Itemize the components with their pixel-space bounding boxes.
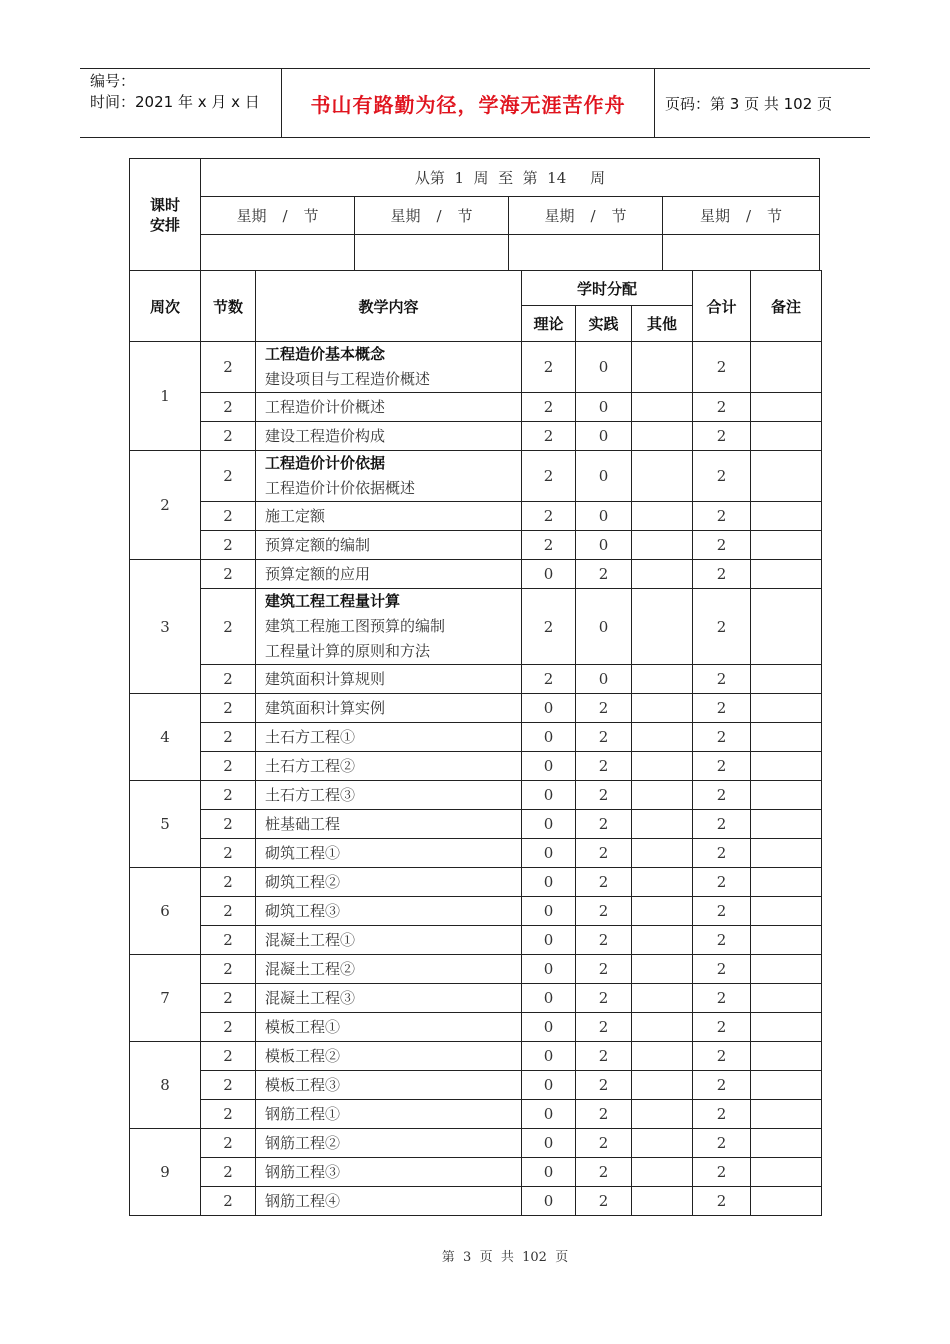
content-line: 工程量计算的原则和方法 [265,642,431,660]
notes-cell [751,694,822,723]
total-cell: 2 [693,342,751,393]
table-row [130,1187,822,1216]
slot-blank [201,235,355,271]
page-footer: 第 3 页 共 102 页 [441,1250,569,1265]
periods-cell: 2 [201,723,256,752]
table-row [130,723,822,752]
theory-cell: 0 [522,839,576,868]
total-cell: 2 [693,393,751,422]
content-line: 桩基础工程 [265,814,341,833]
table-row [130,984,822,1013]
other-cell [632,560,693,589]
week-cell: 3 [130,560,201,694]
content-cell [256,752,522,781]
content-cell [256,1013,522,1042]
total-cell: 2 [693,1129,751,1158]
table-row [130,810,822,839]
content-line: 混凝土工程② [265,959,356,978]
schedule-label [130,159,201,271]
periods-cell: 2 [201,897,256,926]
content-cell [256,560,522,589]
periods-cell: 2 [201,422,256,451]
total-cell: 2 [693,422,751,451]
week-cell: 2 [130,451,201,560]
content-line: 建筑工程施工图预算的编制 [265,617,446,635]
chapter-title: 工程造价计价依据 [265,454,386,472]
total-cell: 2 [693,1158,751,1187]
total-cell: 2 [693,723,751,752]
schedule-label-line1: 课时 [149,196,180,214]
other-cell [632,589,693,665]
total-cell: 2 [693,451,751,502]
header-total: 合计 [693,271,751,342]
other-cell [632,694,693,723]
periods-cell: 2 [201,393,256,422]
table-row [130,1042,822,1071]
notes-cell [751,560,822,589]
notes-cell [751,926,822,955]
notes-cell [751,781,822,810]
content-line: 预算定额的应用 [265,564,371,583]
other-cell [632,752,693,781]
notes-cell [751,422,822,451]
table-row [130,1013,822,1042]
other-cell [632,1129,693,1158]
table-row [130,897,822,926]
chapter-title: 建筑工程工程量计算 [265,592,401,610]
practice-cell: 0 [576,342,632,393]
header-page-label: 页码：第 3 页 共 102 页 [665,94,833,113]
table-row [130,531,822,560]
practice-cell: 2 [576,781,632,810]
content-line: 混凝土工程① [265,930,356,949]
header-hours: 学时分配 [522,271,693,306]
content-cell [256,393,522,422]
content-line: 土石方工程② [265,756,356,775]
table-row [130,342,822,393]
table-row [130,926,822,955]
table-row [130,665,822,694]
other-cell [632,422,693,451]
header-theory: 理论 [522,306,576,342]
content-cell [256,723,522,752]
other-cell [632,926,693,955]
practice-cell: 2 [576,694,632,723]
content-line: 土石方工程③ [265,785,356,804]
total-cell: 2 [693,589,751,665]
periods-cell: 2 [201,531,256,560]
header-practice: 实践 [576,306,632,342]
periods-cell: 2 [201,926,256,955]
periods-cell: 2 [201,984,256,1013]
theory-cell: 0 [522,752,576,781]
day-slot: 星期 / 节 [355,197,509,234]
theory-cell: 0 [522,955,576,984]
practice-cell: 2 [576,1187,632,1216]
notes-cell [751,1071,822,1100]
content-line: 模板工程① [265,1017,341,1036]
content-line: 预算定额的编制 [265,535,371,554]
other-cell [632,342,693,393]
theory-cell: 0 [522,810,576,839]
theory-cell: 0 [522,926,576,955]
table-row [130,422,822,451]
practice-cell: 2 [576,926,632,955]
practice-cell: 0 [576,451,632,502]
other-cell [632,1013,693,1042]
slot-blank [509,235,663,271]
schedule-label-line2: 安排 [149,216,180,234]
content-line: 模板工程③ [265,1075,341,1094]
content-cell [256,1187,522,1216]
theory-cell: 2 [522,342,576,393]
week-cell: 1 [130,342,201,451]
periods-cell: 2 [201,502,256,531]
total-cell: 2 [693,1042,751,1071]
week-cell: 8 [130,1042,201,1129]
other-cell [632,451,693,502]
periods-cell: 2 [201,955,256,984]
header-notes: 备注 [751,271,822,342]
total-cell: 2 [693,781,751,810]
other-cell [632,897,693,926]
notes-cell [751,589,822,665]
periods-cell: 2 [201,839,256,868]
periods-cell: 2 [201,589,256,665]
class-schedule-block [129,158,820,271]
practice-cell: 2 [576,955,632,984]
periods-cell: 2 [201,342,256,393]
document-header [80,68,870,138]
theory-cell: 0 [522,1071,576,1100]
table-row [130,560,822,589]
content-cell [256,984,522,1013]
week-range: 从第 1 周 至 第 14 周 [201,159,819,197]
header-periods: 节数 [201,271,256,342]
total-cell: 2 [693,531,751,560]
periods-cell: 2 [201,1129,256,1158]
week-cell: 5 [130,781,201,868]
content-line: 钢筋工程② [265,1133,341,1152]
header-other: 其他 [632,306,693,342]
content-cell [256,839,522,868]
periods-cell: 2 [201,1013,256,1042]
practice-cell: 0 [576,422,632,451]
other-cell [632,1071,693,1100]
notes-cell [751,897,822,926]
content-line: 建设工程造价构成 [265,426,386,445]
content-cell [256,781,522,810]
total-cell: 2 [693,560,751,589]
content-cell [256,1100,522,1129]
time-label: 时间：2021 年 x 月 x 日 [90,93,260,111]
total-cell: 2 [693,502,751,531]
header-content: 教学内容 [256,271,522,342]
chapter-title: 工程造价基本概念 [265,345,386,363]
slot-blank [355,235,509,271]
total-cell: 2 [693,1071,751,1100]
theory-cell: 0 [522,1158,576,1187]
theory-cell: 0 [522,1013,576,1042]
notes-cell [751,723,822,752]
total-cell: 2 [693,694,751,723]
table-row [130,1158,822,1187]
periods-cell: 2 [201,868,256,897]
notes-cell [751,502,822,531]
table-row [130,781,822,810]
day-slot: 星期 / 节 [509,197,663,234]
notes-cell [751,1129,822,1158]
practice-cell: 2 [576,1071,632,1100]
practice-cell: 2 [576,984,632,1013]
periods-cell: 2 [201,560,256,589]
periods-cell: 2 [201,451,256,502]
content-cell [256,665,522,694]
slot-blank-row [201,235,819,271]
total-cell: 2 [693,984,751,1013]
practice-cell: 2 [576,1129,632,1158]
total-cell: 2 [693,839,751,868]
other-cell [632,984,693,1013]
header-week: 周次 [130,271,201,342]
practice-cell: 0 [576,665,632,694]
total-cell: 2 [693,1013,751,1042]
content-cell [256,589,522,665]
table-row [130,955,822,984]
content-line: 建设项目与工程造价概述 [265,370,431,388]
content-line: 工程造价计价概述 [265,397,386,416]
week-cell: 6 [130,868,201,955]
content-cell [256,422,522,451]
theory-cell: 2 [522,502,576,531]
periods-cell: 2 [201,781,256,810]
week-cell: 7 [130,955,201,1042]
other-cell [632,1100,693,1129]
content-line: 砌筑工程② [265,872,341,891]
content-cell [256,342,522,393]
header-motto: 书山有路勤为径，学海无涯苦作舟 [282,69,655,137]
content-line: 工程造价计价依据概述 [265,479,416,497]
periods-cell: 2 [201,1071,256,1100]
other-cell [632,502,693,531]
practice-cell: 0 [576,589,632,665]
notes-cell [751,665,822,694]
practice-cell: 0 [576,502,632,531]
periods-cell: 2 [201,1158,256,1187]
teaching-plan-table [129,270,822,1216]
total-cell: 2 [693,752,751,781]
periods-cell: 2 [201,665,256,694]
practice-cell: 2 [576,560,632,589]
notes-cell [751,955,822,984]
week-cell: 9 [130,1129,201,1216]
total-cell: 2 [693,955,751,984]
notes-cell [751,1013,822,1042]
theory-cell: 2 [522,393,576,422]
periods-cell: 2 [201,810,256,839]
notes-cell [751,752,822,781]
table-row [130,694,822,723]
other-cell [632,1158,693,1187]
content-cell [256,1071,522,1100]
practice-cell: 2 [576,897,632,926]
practice-cell: 2 [576,752,632,781]
table-row [130,589,822,665]
content-line: 模板工程② [265,1046,341,1065]
total-cell: 2 [693,897,751,926]
content-cell [256,955,522,984]
notes-cell [751,868,822,897]
total-cell: 2 [693,1100,751,1129]
content-line: 钢筋工程① [265,1104,341,1123]
content-line: 砌筑工程③ [265,901,341,920]
theory-cell: 2 [522,665,576,694]
theory-cell: 0 [522,897,576,926]
practice-cell: 0 [576,393,632,422]
total-cell: 2 [693,665,751,694]
content-cell [256,531,522,560]
table-row [130,839,822,868]
theory-cell: 0 [522,781,576,810]
theory-cell: 0 [522,723,576,752]
content-line: 混凝土工程③ [265,988,356,1007]
content-cell [256,1158,522,1187]
content-cell [256,810,522,839]
table-row [130,868,822,897]
table-row [130,752,822,781]
theory-cell: 2 [522,531,576,560]
theory-cell: 0 [522,1187,576,1216]
notes-cell [751,451,822,502]
content-line: 建筑面积计算规则 [265,669,386,688]
periods-cell: 2 [201,1187,256,1216]
total-cell: 2 [693,1187,751,1216]
theory-cell: 2 [522,589,576,665]
theory-cell: 2 [522,422,576,451]
slot-blank [663,235,819,271]
theory-cell: 0 [522,984,576,1013]
content-line: 建筑面积计算实例 [265,698,386,717]
practice-cell: 0 [576,531,632,560]
practice-cell: 2 [576,810,632,839]
theory-cell: 0 [522,560,576,589]
notes-cell [751,1187,822,1216]
content-cell [256,868,522,897]
practice-cell: 2 [576,1158,632,1187]
content-line: 钢筋工程③ [265,1162,341,1181]
periods-cell: 2 [201,694,256,723]
content-line: 土石方工程① [265,727,356,746]
other-cell [632,1187,693,1216]
header-meta [80,69,282,137]
notes-cell [751,1100,822,1129]
other-cell [632,393,693,422]
table-row [130,1071,822,1100]
day-slot: 星期 / 节 [699,206,783,225]
notes-cell [751,393,822,422]
number-label: 编号： [90,72,136,90]
other-cell [632,781,693,810]
notes-cell [751,984,822,1013]
periods-cell: 2 [201,1042,256,1071]
content-line: 施工定额 [265,506,326,525]
content-cell [256,926,522,955]
practice-cell: 2 [576,839,632,868]
practice-cell: 2 [576,723,632,752]
table-row [130,1129,822,1158]
other-cell [632,665,693,694]
theory-cell: 0 [522,694,576,723]
content-cell [256,694,522,723]
notes-cell [751,839,822,868]
practice-cell: 2 [576,868,632,897]
periods-cell: 2 [201,1100,256,1129]
table-row [130,1100,822,1129]
content-cell [256,1129,522,1158]
theory-cell: 0 [522,1042,576,1071]
other-cell [632,723,693,752]
week-cell: 4 [130,694,201,781]
other-cell [632,839,693,868]
day-slot-row [201,197,819,235]
content-line: 钢筋工程④ [265,1191,341,1210]
periods-cell: 2 [201,752,256,781]
table-row [130,502,822,531]
content-line: 砌筑工程① [265,843,341,862]
theory-cell: 0 [522,1129,576,1158]
theory-cell: 0 [522,868,576,897]
content-cell [256,502,522,531]
day-slot: 星期 / 节 [201,197,355,234]
other-cell [632,1042,693,1071]
other-cell [632,531,693,560]
total-cell: 2 [693,926,751,955]
other-cell [632,810,693,839]
practice-cell: 2 [576,1042,632,1071]
practice-cell: 2 [576,1013,632,1042]
theory-cell: 0 [522,1100,576,1129]
content-cell [256,1042,522,1071]
table-row [130,451,822,502]
notes-cell [751,531,822,560]
content-cell [256,897,522,926]
notes-cell [751,342,822,393]
theory-cell: 2 [522,451,576,502]
content-cell [256,451,522,502]
notes-cell [751,810,822,839]
other-cell [632,868,693,897]
notes-cell [751,1158,822,1187]
notes-cell [751,1042,822,1071]
total-cell: 2 [693,868,751,897]
practice-cell: 2 [576,1100,632,1129]
table-row [130,393,822,422]
other-cell [632,955,693,984]
total-cell: 2 [693,810,751,839]
table-body [130,342,822,1216]
